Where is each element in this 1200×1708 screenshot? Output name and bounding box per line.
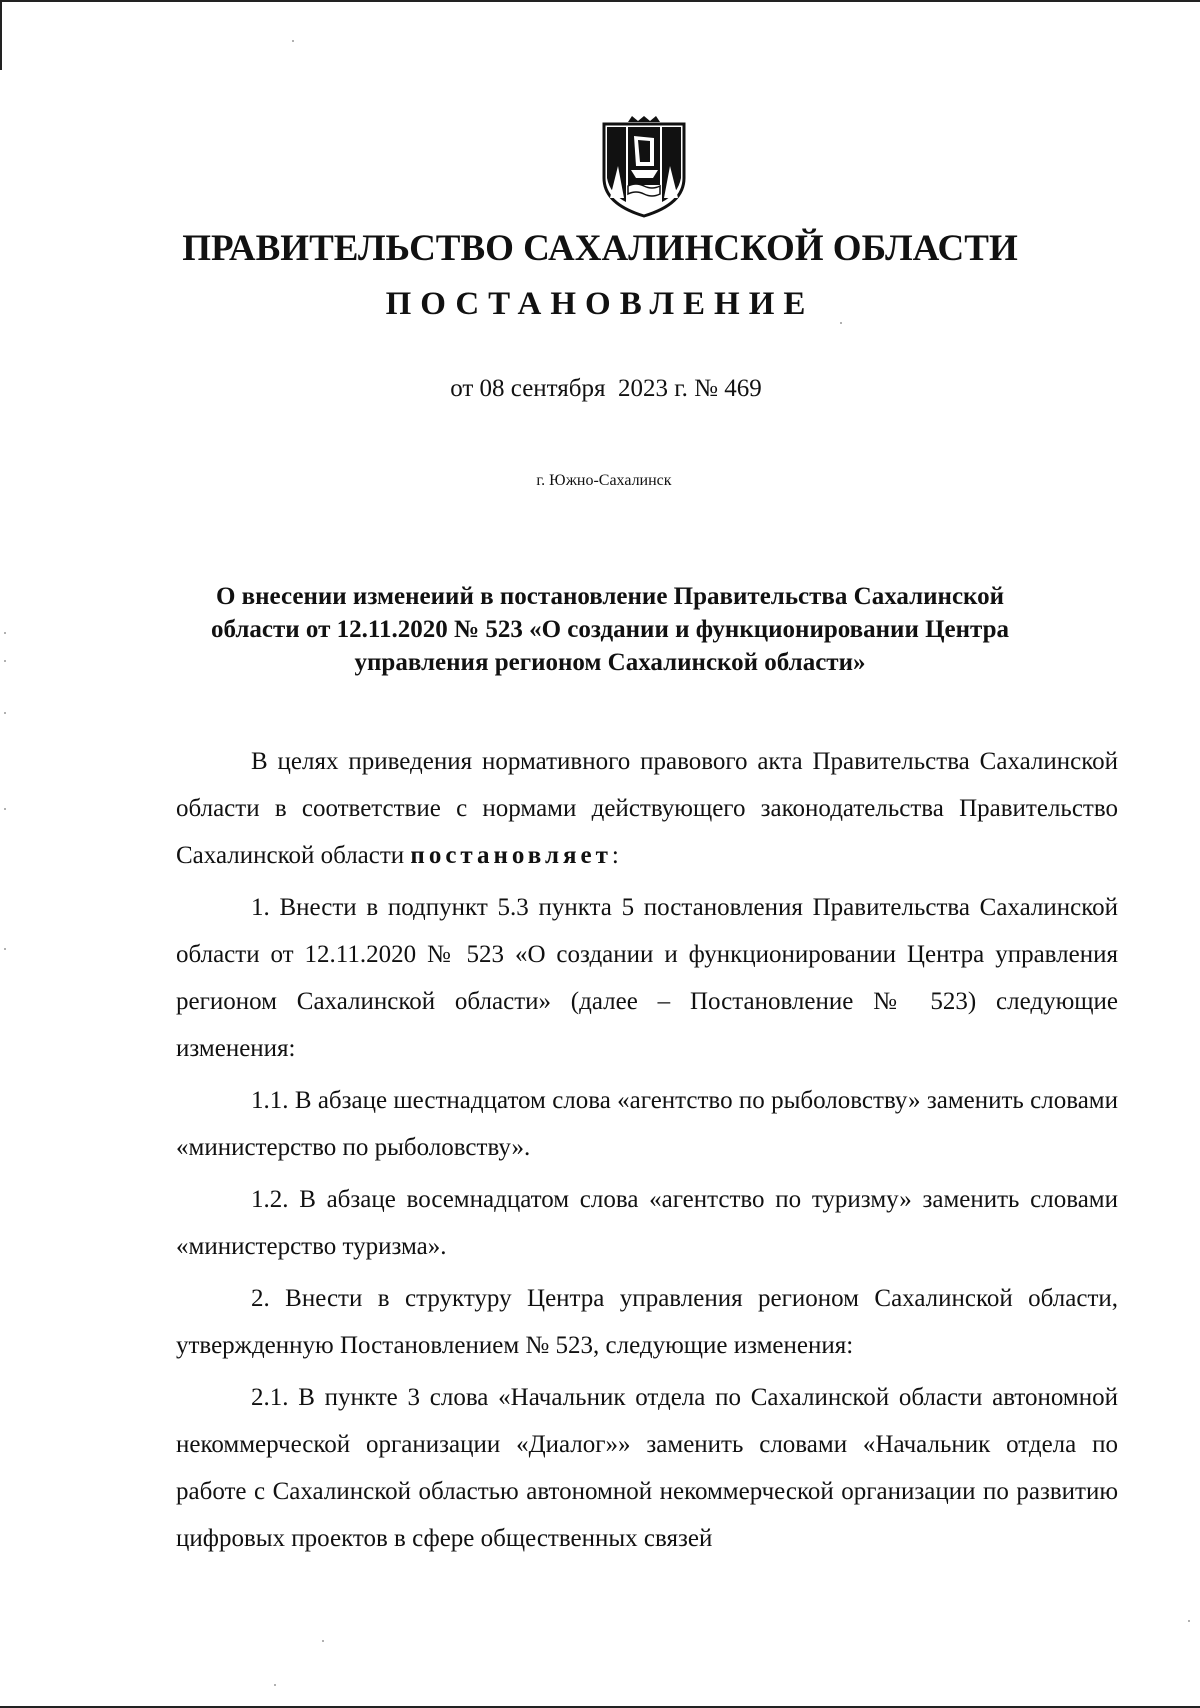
document-title: О внесении изменеиий в постановление Правительства Сахалинской области от 12.11.2020 № 523 «О создании и функционировании Центра управления регионом Сахалинской области» [210,583,1010,676]
paragraph-1-2: 1.2. В абзаце восемнадцатом слова «агентство по туризму» заменить словами «министерство туризма». [176,1186,1118,1260]
scan-border-left [0,0,2,70]
preamble-text: В целях приведения нормативного правового акта Правительства Сахалинской области в соответствие с нормами действующего законодательства Правительство Сахалинской области [176,748,1118,869]
document-date-number: от 08 сентября 2023 г. № 469 [450,375,762,402]
sakhalin-coat-of-arms-icon [598,116,690,218]
document-type: ПОСТАНОВЛЕНИЕ [385,286,815,322]
decree-word: постановляет [410,842,612,869]
preamble-tail: : [611,842,619,869]
document-place: г. Южно-Сахалинск [536,472,672,489]
paragraph-1: 1. Внести в подпункт 5.3 пункта 5 постановления Правительства Сахалинской области от 12.11.2020 № 523 «О создании и функционировании Центра управления регионом Сахалинской области» (далее – Постановление № 523) следующие изменения: [176,894,1118,1062]
document-body [176,738,1118,1567]
paragraph-2-1: 2.1. В пункте 3 слова «Начальник отдела по Сахалинской области автономной некоммерческой организации «Диалог»» заменить словами «Начальник отдела по работе с Сахалинской областью автономной некоммерческой организации по развитию цифровых проектов в сфере общественных связей [176,1384,1118,1552]
preamble-paragraph [176,738,1118,879]
paragraph-1-1: 1.1. В абзаце шестнадцатом слова «агентство по рыболовству» заменить словами «министерство по рыболовству». [176,1087,1118,1161]
government-name: ПРАВИТЕЛЬСТВО САХАЛИНСКОЙ ОБЛАСТИ [182,228,1018,269]
scan-border-top [0,0,1200,2]
paragraph-2: 2. Внести в структуру Центра управления регионом Сахалинской области, утвержденную Постановлением № 523, следующие изменения: [176,1285,1118,1359]
